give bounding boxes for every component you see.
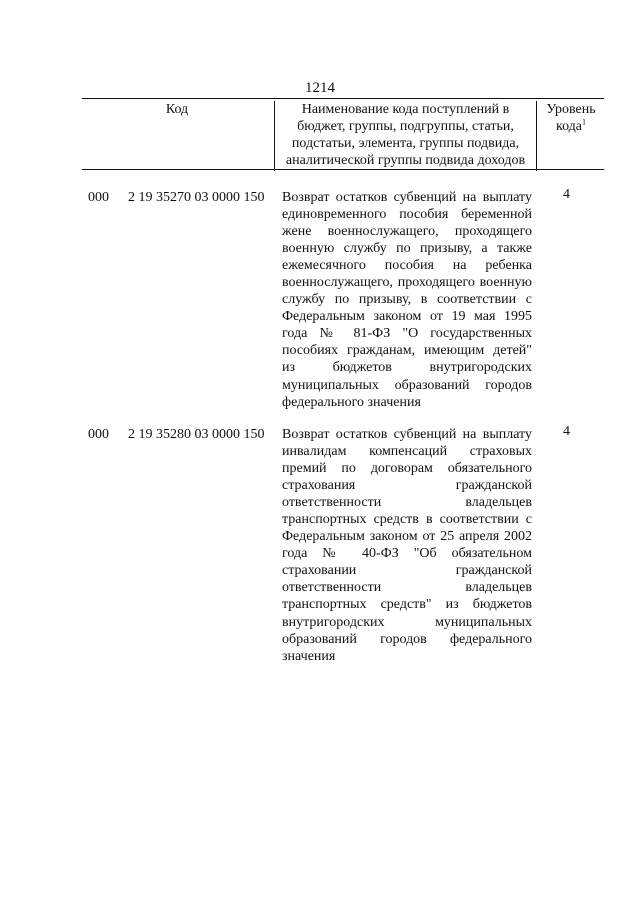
- header-code: Код: [165, 102, 189, 117]
- admin-code: 000: [88, 427, 109, 442]
- revenue-name: Возврат остатков субвенций на выплату единовременного пособия беременной жене военнослужащего, проходящего военную службу по призыву, а также ежемесячного пособия на ребенка военнослужащего, проходящего военную службу по призыву, в соответствии с Федеральным законом от 19 мая 1995 года № 81-ФЗ "О государственных пособиях гражданам, имеющим детей" из бюджетов внутригородских муниципальных образований городов федерального значения: [282, 190, 532, 410]
- code-level: 4: [563, 424, 570, 439]
- revenue-code: 2 19 35280 03 0000 150: [128, 427, 265, 442]
- table-row: [82, 424, 604, 664]
- admin-code: 000: [88, 190, 109, 205]
- header-level-footnote: 1: [582, 117, 587, 127]
- table-row: [82, 189, 604, 417]
- header-level-label: Уровень кода: [546, 102, 596, 134]
- page-number: 1214: [305, 80, 335, 96]
- revenue-code: 2 19 35270 03 0000 150: [128, 190, 265, 205]
- revenue-name: Возврат остатков субвенций на выплату инвалидам компенсаций страховых премий по договорам обязательного страхования гражданской ответственности владельцев транспортных средств в соответствии с Федеральным законом от 25 апреля 2002 года № 40-ФЗ "Об обязательном страховании гражданской ответственности владельцев транспортных средств" из бюджетов внутригородских муниципальных образований городов федерального значения: [282, 427, 532, 664]
- table-header: [82, 98, 604, 170]
- code-level: 4: [563, 187, 570, 202]
- header-name: Наименование кода поступлений в бюджет, группы, подгруппы, статьи, подстатьи, элемента, группы подвида, аналитической группы подвида доходов: [274, 101, 536, 171]
- header-level: [536, 101, 605, 171]
